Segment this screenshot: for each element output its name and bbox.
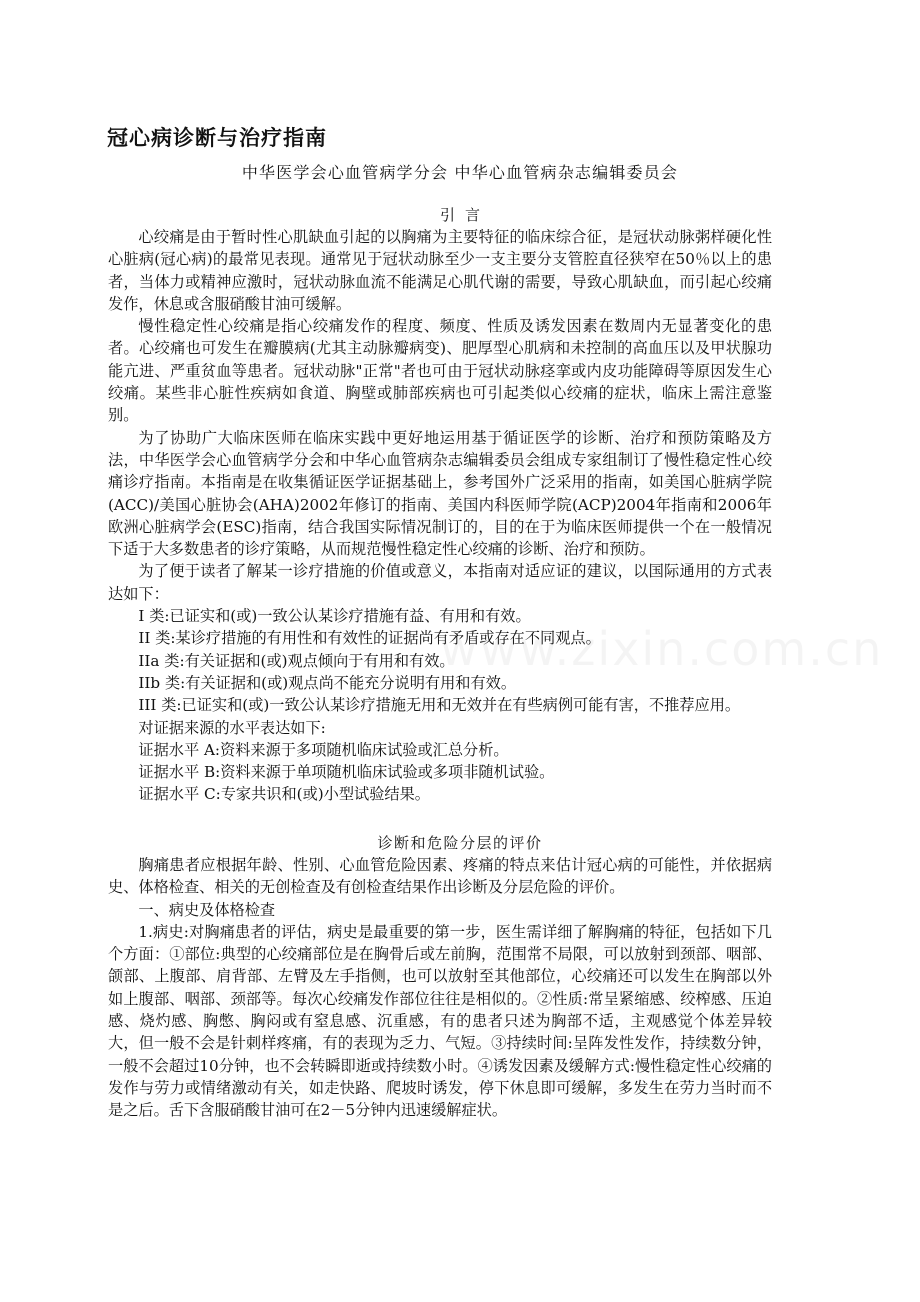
intro-paragraph-1: 心绞痛是由于暂时性心肌缺血引起的以胸痛为主要特征的临床综合征，是冠状动脉粥样硬化性心脏病(冠心病)的最常见表现。通常见于冠状动脉至少一支主要分支管腔直径狭窄在50％以上的患者，当体力或精神应激时，冠状动脉血流不能满足心肌代谢的需要，导致心肌缺血，而引起心绞痛发作，休息或含服硝酸甘油可缓解。 — [108, 228, 772, 313]
evidence-level-b: 证据水平 B:资料来源于单项随机临床试验或多项非随机试验。 — [138, 763, 555, 782]
document-authors: 中华医学会心血管病学分会 中华心血管病杂志编辑委员会 — [241, 163, 679, 182]
class-i: I 类:已证实和(或)一致公认某诊疗措施有益、有用和有效。 — [138, 607, 531, 626]
class-ii: II 类:某诊疗措施的有用性和有效性的证据尚有矛盾或存在不同观点。 — [138, 629, 601, 648]
intro-paragraph-2: 慢性稳定性心绞痛是指心绞痛发作的程度、频度、性质及诱发因素在数周内无显著变化的患者。心绞痛也可发生在瓣膜病(尤其主动脉瓣病变)、肥厚型心肌病和未控制的高血压以及甲状腺功能亢进、严重贫血等患者。冠状动脉"正常"者也可由于冠状动脉痉挛或内皮功能障碍等原因发生心绞痛。某些非心脏性疾病如食道、胸壁或肺部疾病也可引起类似心绞痛的症状，临床上需注意鉴别。 — [108, 317, 772, 425]
evidence-intro: 对证据来源的水平表达如下: — [138, 718, 326, 737]
intro-section — [108, 226, 772, 806]
evidence-level-c: 证据水平 C:专家共识和(或)小型试验结果。 — [138, 785, 430, 804]
class-iib: IIb 类:有关证据和(或)观点尚不能充分说明有用和有效。 — [138, 673, 517, 692]
document-title: 冠心病诊断与治疗指南 — [107, 126, 327, 150]
intro-paragraph-3: 为了协助广大临床医师在临床实践中更好地运用基于循证医学的诊断、治疗和预防策略及方法，中华医学会心血管病学分会和中华心血管病杂志编辑委员会组成专家组制订了慢性稳定性心绞痛诊疗指南。本指南是在收集循证医学证据基础上，参考国外广泛采用的指南，如美国心脏病学院(ACC)/美国心脏协会(AHA)2002年修订的指南、美国内科医师学院(ACP)2004年指南和2006年欧洲心脏病学会(ESC)指南，结合我国实际情况制订的，目的在于为临床医师提供一个在一般情况下适于大多数患者的诊疗策略，从而规范慢性稳定性心绞痛的诊断、治疗和预防。 — [108, 428, 772, 559]
diagnosis-section — [108, 854, 772, 1122]
intro-heading: 引言 — [439, 206, 490, 224]
class-iii: III 类:已证实和(或)一致公认某诊疗措施无用和无效并在有些病例可能有害，不推荐应用。 — [138, 696, 741, 715]
history-subheading: 一、病史及体格检查 — [138, 900, 276, 919]
diagnosis-intro-paragraph: 胸痛患者应根据年龄、性别、心血管危险因素、疼痛的特点来估计冠心病的可能性，并依据病史、体格检查、相关的无创检查及有创检查结果作出诊断及分层危险的评价。 — [108, 856, 772, 897]
evidence-level-a: 证据水平 A:资料来源于多项随机临床试验或汇总分析。 — [138, 740, 509, 759]
intro-paragraph-4: 为了便于读者了解某一诊疗措施的价值或意义，本指南对适应证的建议，以国际通用的方式表达如下： — [108, 562, 772, 603]
history-paragraph: 1.病史:对胸痛患者的评估，病史是最重要的第一步，医生需详细了解胸痛的特征，包括如下几个方面：①部位:典型的心绞痛部位是在胸骨后或左前胸，范围常不局限，可以放射到颈部、咽部、颌部、上腹部、肩背部、左臂及左手指侧，也可以放射至其他部位，心绞痛还可以发生在胸部以外如上腹部、咽部、颈部等。每次心绞痛发作部位往往是相似的。②性质:常呈紧缩感、绞榨感、压迫感、烧灼感、胸憋、胸闷或有窒息感、沉重感，有的患者只述为胸部不适，主观感觉个体差异较大，但一般不会是针刺样疼痛，有的表现为乏力、气短。③持续时间:呈阵发性发作，持续数分钟，一般不会超过10分钟，也不会转瞬即逝或持续数小时。④诱发因素及缓解方式:慢性稳定性心绞痛的发作与劳力或情绪激动有关，如走快路、爬坡时诱发，停下休息即可缓解，多发生在劳力当时而不是之后。舌下含服硝酸甘油可在2－5分钟内迅速缓解症状。 — [108, 922, 772, 1120]
class-iia: IIa 类:有关证据和(或)观点倾向于有用和有效。 — [138, 651, 455, 670]
diagnosis-heading: 诊断和危险分层的评价 — [377, 834, 543, 852]
